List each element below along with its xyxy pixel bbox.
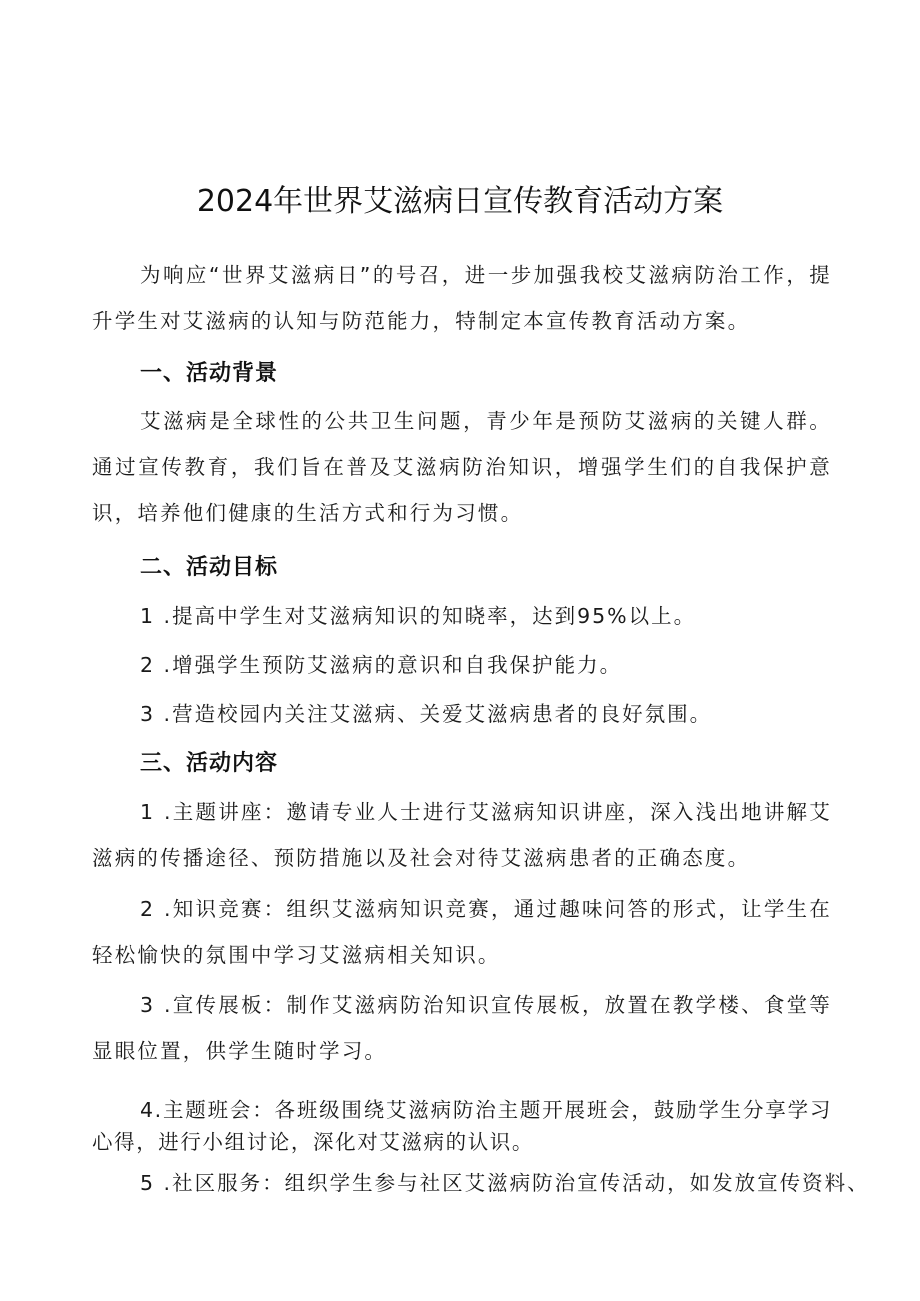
content-item-3: 3 .宣传展板：制作艾滋病防治知识宣传展板，放置在教学楼、食堂等显眼位置，供学生随时学习。 xyxy=(92,993,832,1063)
background-paragraph: 艾滋病是全球性的公共卫生问题，青少年是预防艾滋病的关键人群。通过宣传教育，我们旨在普及艾滋病防治知识，增强学生们的自我保护意识，培养他们健康的生活方式和行为习惯。 xyxy=(92,409,832,525)
document-title: 2024年世界艾滋病日宣传教育活动方案 xyxy=(196,184,724,220)
goal-item-3: 3 .营造校园内关注艾滋病、关爱艾滋病患者的良好氛围。 xyxy=(140,702,713,726)
goal-item-2: 2 .增强学生预防艾滋病的意识和自我保护能力。 xyxy=(140,653,623,677)
intro-paragraph: 为响应“世界艾滋病日”的号召，进一步加强我校艾滋病防治工作，提升学生对艾滋病的认知与防范能力，特制定本宣传教育活动方案。 xyxy=(92,263,832,333)
section-heading-content: 三、活动内容 xyxy=(140,751,279,776)
goal-item-1: 1 .提高中学生对艾滋病知识的知晓率，达到95%以上。 xyxy=(140,604,697,628)
section-heading-background: 一、活动背景 xyxy=(140,361,279,386)
content-item-4: 4.主题班会：各班级围绕艾滋病防治主题开展班会，鼓励学生分享学习心得，进行小组讨论，深化对艾滋病的认识。 xyxy=(92,1098,832,1154)
content-item-2: 2 .知识竞赛：组织艾滋病知识竞赛，通过趣味问答的形式，让学生在轻松愉快的氛围中学习艾滋病相关知识。 xyxy=(92,897,832,967)
content-item-1: 1 .主题讲座：邀请专业人士进行艾滋病知识讲座，深入浅出地讲解艾滋病的传播途径、预防措施以及社会对待艾滋病患者的正确态度。 xyxy=(92,800,832,870)
content-item-5: 5 .社区服务：组织学生参与社区艾滋病防治宣传活动，如发放宣传资料、 xyxy=(140,1171,870,1195)
section-heading-goals: 二、活动目标 xyxy=(140,555,279,580)
